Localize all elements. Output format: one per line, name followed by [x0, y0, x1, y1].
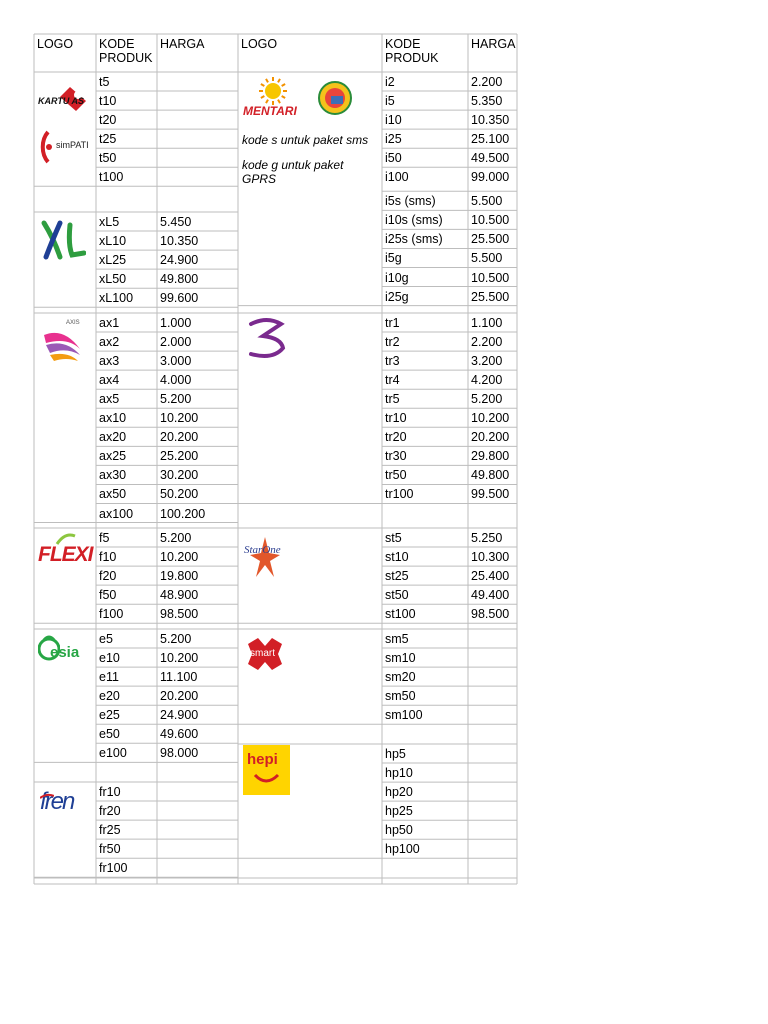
product-code: tr4: [385, 373, 400, 388]
product-price: 99.600: [160, 291, 199, 306]
product-code: ax50: [99, 487, 127, 502]
product-code: i100: [385, 170, 409, 185]
product-price: [468, 839, 517, 858]
product-code: f20: [99, 569, 117, 584]
note-gprs: kode g untuk paket GPRS: [242, 158, 344, 186]
product-code: xL10: [99, 234, 127, 249]
product-code: tr20: [385, 430, 407, 445]
axis-logo-text: AXIS: [66, 320, 80, 326]
product-price: 5.500: [471, 194, 503, 209]
product-code: i5s (sms): [385, 194, 436, 209]
product-code: hp5: [385, 747, 406, 761]
product-code: st5: [385, 531, 402, 545]
product-price: [468, 629, 517, 648]
product-code: i10: [385, 113, 402, 128]
product-price: 3.000: [160, 354, 192, 369]
flexi-logo-text: FLEXI: [38, 543, 93, 566]
product-code: sm5: [385, 632, 409, 646]
product-price: 10.350: [160, 234, 199, 249]
smart-logo-text: smart: [250, 648, 275, 659]
product-code: t10: [99, 94, 117, 109]
product-code: sm20: [385, 670, 416, 685]
product-price: 30.200: [160, 468, 199, 483]
product-code: fr25: [99, 823, 121, 838]
product-code: xL50: [99, 272, 127, 287]
product-price: 29.800: [471, 449, 510, 464]
product-price: [468, 686, 517, 705]
product-code: f50: [99, 588, 117, 603]
product-code: ax4: [99, 373, 120, 388]
product-price: [157, 148, 238, 167]
product-code: i2: [385, 75, 395, 89]
product-price: 10.200: [471, 411, 510, 426]
product-price: 20.200: [160, 430, 199, 445]
product-price: 5.350: [471, 94, 503, 109]
product-price: 49.500: [471, 151, 510, 166]
product-code: fr50: [99, 842, 121, 857]
starone-logo-text: StarOne: [244, 544, 281, 556]
product-code: ax100: [99, 506, 134, 521]
product-code: e100: [99, 746, 127, 761]
product-price: 5.250: [471, 531, 503, 545]
axis-logo-icon: [40, 325, 86, 365]
product-code: e11: [99, 670, 119, 685]
product-price: [157, 129, 238, 148]
product-code: i25s (sms): [385, 232, 443, 247]
product-code: tr2: [385, 335, 400, 350]
product-price: 25.500: [471, 289, 510, 304]
product-code: t50: [99, 151, 117, 166]
product-price: 10.500: [471, 213, 510, 228]
product-price: [468, 801, 517, 820]
product-price: 25.400: [471, 569, 510, 584]
product-code: st10: [385, 550, 409, 565]
kartu-as-logo-text: KARTU AS: [38, 96, 85, 106]
product-price: 10.200: [160, 411, 199, 426]
product-code: i10s (sms): [385, 213, 443, 228]
product-code: ax3: [99, 354, 120, 369]
product-code: tr100: [385, 487, 414, 502]
product-price: 98.500: [471, 607, 510, 622]
product-code: sm50: [385, 689, 416, 704]
product-price: [157, 801, 238, 820]
product-code: fr100: [99, 861, 128, 876]
product-code: fr20: [99, 804, 121, 819]
product-code: ax1: [99, 316, 120, 330]
product-price: 49.800: [471, 468, 510, 483]
product-price: 4.000: [160, 373, 192, 388]
product-code: f5: [99, 531, 110, 545]
hepi-logo-text: hepi: [247, 751, 278, 768]
product-price: 2.200: [471, 75, 503, 89]
product-code: t5: [99, 75, 110, 89]
product-code: tr5: [385, 392, 400, 407]
product-code: i5: [385, 94, 395, 109]
header-price-left: HARGA: [160, 37, 205, 51]
product-price: [157, 167, 238, 186]
product-price: 10.200: [160, 550, 199, 565]
product-code: hp100: [385, 842, 420, 857]
product-code: ax10: [99, 411, 127, 426]
product-price: [468, 667, 517, 686]
product-code: tr50: [385, 468, 407, 483]
product-code: e10: [99, 651, 120, 666]
product-price: 24.900: [160, 708, 199, 723]
mentari-sun-icon: [257, 76, 289, 106]
product-price: 10.350: [471, 113, 510, 128]
product-price: 5.500: [471, 251, 503, 266]
product-price: [157, 820, 238, 839]
product-code: i25g: [385, 289, 409, 304]
product-code: sm10: [385, 651, 416, 666]
xl-logo-icon: [40, 219, 86, 261]
product-price: 11.100: [160, 670, 198, 685]
product-code: tr3: [385, 354, 400, 369]
product-code: f10: [99, 550, 117, 565]
product-code: hp20: [385, 785, 413, 800]
mentari-logo-text: MENTARI: [243, 104, 297, 118]
product-price: 48.900: [160, 588, 199, 603]
product-price: 5.200: [160, 531, 192, 545]
product-price: 10.300: [471, 550, 510, 565]
product-code: hp10: [385, 766, 413, 781]
product-code: tr10: [385, 411, 407, 426]
product-price: 49.800: [160, 272, 199, 287]
three-logo-icon: [243, 316, 289, 362]
product-price: [157, 858, 238, 877]
product-price: [468, 648, 517, 667]
product-code: hp50: [385, 823, 413, 838]
product-price: 25.500: [471, 232, 510, 247]
product-price: 98.000: [160, 746, 199, 761]
product-price: 10.500: [471, 270, 510, 285]
header-logo-right: LOGO: [241, 37, 278, 51]
product-price: 25.100: [471, 132, 510, 147]
product-price: 1.100: [471, 316, 503, 330]
note-sms: kode s untuk paket sms: [242, 133, 369, 147]
product-price: 20.200: [471, 430, 510, 445]
product-price: 10.200: [160, 651, 199, 666]
product-price: [157, 782, 238, 801]
product-price: 4.200: [471, 373, 503, 388]
product-code: ax20: [99, 430, 127, 445]
product-price: 49.600: [160, 727, 199, 742]
product-price: 98.500: [160, 607, 199, 622]
product-price: [157, 839, 238, 858]
product-code: st25: [385, 569, 409, 584]
product-code: xL5: [99, 215, 120, 229]
product-code: st100: [385, 607, 416, 622]
product-code: tr30: [385, 449, 407, 464]
product-price: 1.000: [160, 316, 192, 330]
fren-logo-text: fren: [40, 788, 74, 815]
product-price: 5.450: [160, 215, 192, 229]
product-code: t100: [99, 170, 124, 185]
product-code: tr1: [385, 316, 400, 330]
simpati-logo-icon: [38, 130, 58, 164]
product-code: st50: [385, 588, 409, 603]
product-code: fr10: [99, 785, 121, 799]
product-price: [468, 705, 517, 724]
starone-star-icon: [250, 537, 280, 577]
product-code: e50: [99, 727, 120, 742]
product-price: [157, 91, 238, 110]
product-price: 19.800: [160, 569, 199, 584]
product-code: xL25: [99, 253, 127, 268]
product-price: 5.200: [160, 392, 192, 407]
header-price-right: HARGA: [471, 37, 516, 51]
product-price: 20.200: [160, 689, 199, 704]
product-code: i50: [385, 151, 402, 166]
product-price: 100.200: [160, 506, 206, 521]
im3-logo-icon: [317, 80, 353, 116]
product-code: ax5: [99, 392, 120, 407]
product-code: i10g: [385, 270, 409, 285]
product-price: [468, 782, 517, 801]
fren-swoosh-icon: [40, 786, 54, 792]
header-code-left: KODE PRODUK: [99, 37, 153, 65]
product-code: t25: [99, 132, 117, 147]
product-code: ax30: [99, 468, 127, 483]
esia-logo-text: esia: [50, 644, 80, 661]
simpati-logo-text: simPATI: [56, 140, 89, 150]
product-price: [157, 110, 238, 129]
product-price: [157, 72, 238, 91]
product-code: ax25: [99, 449, 127, 464]
product-code: f100: [99, 607, 124, 622]
product-price: [468, 744, 517, 763]
product-code: i5g: [385, 251, 402, 266]
product-price: 99.500: [471, 487, 510, 502]
product-price: 3.200: [471, 354, 503, 369]
product-code: ax2: [99, 335, 120, 350]
product-price: 2.000: [160, 335, 192, 350]
header-logo-left: LOGO: [37, 37, 74, 51]
product-code: i25: [385, 132, 402, 147]
product-code: sm100: [385, 708, 423, 723]
product-code: hp25: [385, 804, 413, 819]
product-code: e25: [99, 708, 120, 723]
product-code: e20: [99, 689, 120, 704]
product-price: 99.000: [471, 170, 510, 185]
product-price: 25.200: [160, 449, 199, 464]
product-price: 49.400: [471, 588, 510, 603]
header-code-right: KODE PRODUK: [385, 37, 439, 65]
product-code: t20: [99, 113, 117, 128]
product-price: 5.200: [471, 392, 503, 407]
product-price: 5.200: [160, 632, 192, 646]
product-price: [468, 820, 517, 839]
product-price: 2.200: [471, 335, 503, 350]
product-price: [468, 763, 517, 782]
product-code: xL100: [99, 291, 134, 306]
product-code: e5: [99, 632, 113, 646]
product-price: 24.900: [160, 253, 199, 268]
product-price: 50.200: [160, 487, 199, 502]
